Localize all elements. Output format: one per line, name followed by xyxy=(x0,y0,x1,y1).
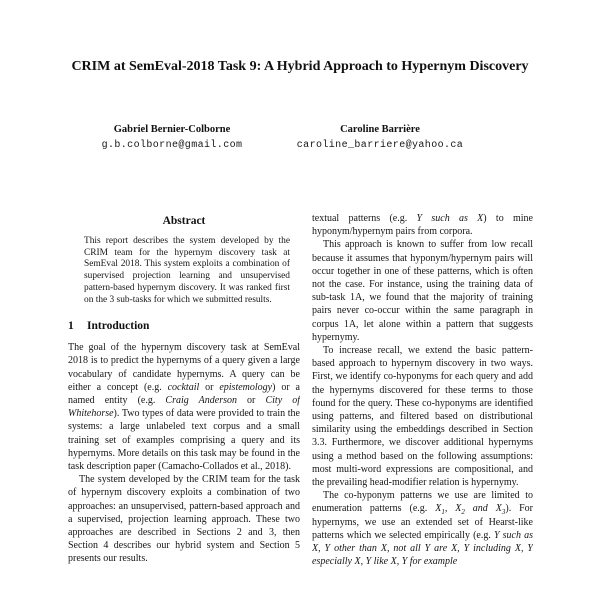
paragraph: To increase recall, we extend the basic pattern-based approach to hypernym discovery in two ways. First, we identify co-hyponyms for each query and add the hypernyms discovered for these terms to those found for the query. These co-hyponyms are identified using patterns, and filtered based on distributional similarity using the embeddings described in Section 3.3. Furthermore, we discover additional hypernyms using a method based on the following assumptions: most multi-word expressions are compositional, and the prevailing head-modifier relation is hypernymy. xyxy=(312,345,533,489)
paragraph: The system developed by the CRIM team for the task of hypernym discovery exploits a combination of two approaches: an unsupervised, pattern-based approach and a supervised, projection learning approach. These two approaches are described in Sections 2 and 3, then Section 4 describes our hybrid system and Section 5 presents our results. xyxy=(68,474,300,565)
paragraph: textual patterns (e.g. Y such as X) to mine hyponym/hypernym pairs from corpora. xyxy=(312,213,533,238)
author-block xyxy=(62,124,282,151)
section-title: Introduction xyxy=(87,320,150,333)
section-number: 1 xyxy=(68,320,74,333)
paper-title: CRIM at SemEval-2018 Task 9: A Hybrid Approach to Hypernym Discovery xyxy=(71,59,529,74)
section-heading-introduction xyxy=(68,320,300,332)
author-email: g.b.colborne@gmail.com xyxy=(101,140,243,151)
author-email: caroline_barriere@yahoo.ca xyxy=(296,140,464,151)
abstract-heading: Abstract xyxy=(162,215,206,227)
paragraph: The goal of the hypernym discovery task at SemEval 2018 is to predict the hypernyms of a query given a large vocabulary of candidate hypernyms. A query can be either a concept (e.g. cocktail or epistemology) or a named entity (e.g. Craig Anderson or City of Whitehorse). Two types of data were provided to train the systems: a large unlabeled text corpus and a small training set of examples comprising a query and its hypernyms. More details on this task may be found in the task description paper (Camacho-Collados et al., 2018). xyxy=(68,342,300,473)
author-name: Caroline Barrière xyxy=(340,124,420,135)
author-block xyxy=(270,124,490,151)
paragraph: The co-hyponym patterns we use are limited to enumeration patterns (e.g. $X_1$, $X_2$ and $X_3$). For hypernyms, we use an extended set of Hearst-like patterns which we selected empirically (e.g. Y such as X, Y other than X, not all Y are X, Y including X, Y especially X, Y like X, Y for example xyxy=(312,490,533,568)
abstract-text: This report describes the system developed by the CRIM team for the hypernym discovery task at SemEval 2018. This system exploits a combination of supervised projection learning and unsupervised pattern-based hypernym discovery. It was ranked first on the 3 sub-tasks for which we submitted results. xyxy=(84,236,290,305)
right-column xyxy=(312,210,533,600)
author-name: Gabriel Bernier-Colborne xyxy=(113,124,231,135)
left-column xyxy=(68,210,300,600)
two-column-body xyxy=(68,210,533,600)
paragraph: This approach is known to suffer from low recall because it assumes that hyponym/hypernym pairs will occur together in one of these patterns, which is often not the case. For instance, using the training data of sub-task 1A, we found that the majority of training pairs never co-occur within the same paragraph in corpus 1A, let alone within a pattern that suggests hypernymy. xyxy=(312,239,533,343)
